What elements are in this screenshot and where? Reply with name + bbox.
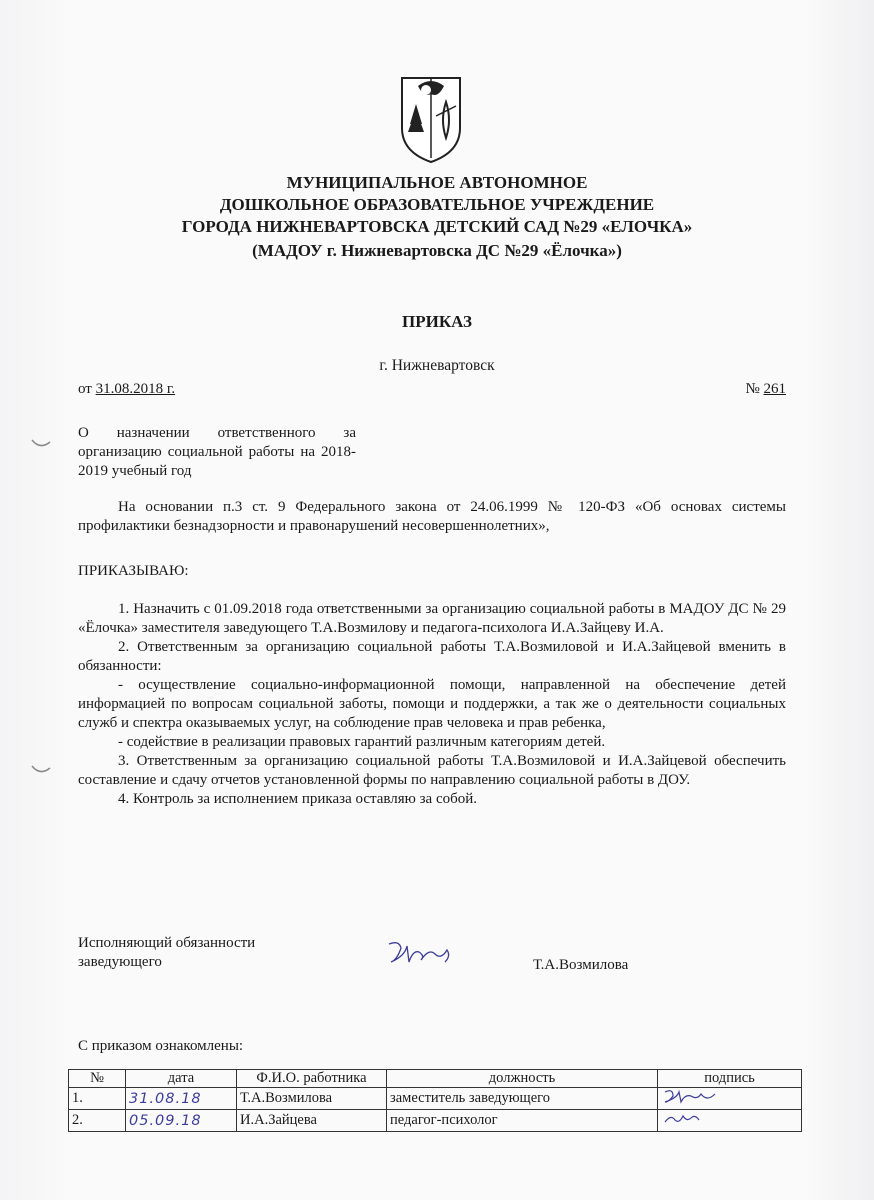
date-prefix: от bbox=[78, 381, 96, 397]
document-title: ПРИКАЗ bbox=[402, 312, 472, 331]
signatory-name: Т.А.Возмилова bbox=[533, 957, 629, 973]
row-num: 2. bbox=[69, 1110, 126, 1132]
order-items bbox=[78, 600, 786, 809]
signatory-role bbox=[78, 934, 255, 972]
order-item-3: 3. Ответственным за организацию социальной работы Т.А.Возмиловой и И.А.Зайцевой обеспечить составление и сдачу отчетов установленной формы по направлению социальной работы в ДОУ. bbox=[78, 753, 786, 788]
order-item-2b: - содействие в реализации правовых гарантий различным категориям детей. bbox=[118, 734, 606, 750]
table-row bbox=[69, 1088, 802, 1110]
document-date bbox=[78, 380, 175, 399]
row-name: И.А.Зайцева bbox=[237, 1110, 387, 1132]
document-city: г. Нижневартовск bbox=[379, 357, 495, 374]
city-coat-of-arms-icon bbox=[398, 76, 464, 164]
acknowledgement-table bbox=[68, 1069, 802, 1132]
date-value: 31.08.2018 г. bbox=[95, 381, 176, 397]
handwritten-signature bbox=[385, 938, 455, 968]
order-subject: О назначении ответственного за организацию социальной работы на 2018-2019 учебный год bbox=[78, 425, 356, 479]
row-signature bbox=[658, 1088, 802, 1110]
org-name-line-4: (МАДОУ г. Нижневартовска ДС №29 «Ёлочка») bbox=[252, 241, 622, 260]
document-number bbox=[745, 380, 786, 399]
order-basis: На основании п.3 ст. 9 Федерального закона от 24.06.1999 № 120-ФЗ «Об основах системы профилактики безнадзорности и правонарушений несовершеннолетних», bbox=[78, 499, 786, 534]
column-header-num: № bbox=[69, 1070, 126, 1088]
org-name-line-3: ГОРОДА НИЖНЕВАРТОВСКА ДЕТСКИЙ САД №29 «ЕЛОЧКА» bbox=[181, 217, 693, 236]
column-header-signature: подпись bbox=[658, 1070, 802, 1088]
org-name-line-2: ДОШКОЛЬНОЕ ОБРАЗОВАТЕЛЬНОЕ УЧРЕЖДЕНИЕ bbox=[219, 195, 655, 214]
punch-hole-mark-icon bbox=[30, 762, 52, 776]
order-item-2a: - осуществление социально-информационной помощи, направленной на обеспечение детей информацией по вопросам социальной заботы, помощи и поддержки, а так же о деятельности социальных служб и спектра оказываемых услуг, на соблюдение прав человека и прав ребенка, bbox=[78, 677, 786, 731]
column-header-date: дата bbox=[126, 1070, 237, 1088]
row-date: 31.08.18 bbox=[126, 1088, 237, 1110]
column-header-name: Ф.И.О. работника bbox=[237, 1070, 387, 1088]
row-position: заместитель заведующего bbox=[387, 1088, 658, 1110]
row-name: Т.А.Возмилова bbox=[237, 1088, 387, 1110]
row-num: 1. bbox=[69, 1088, 126, 1110]
order-item-4: 4. Контроль за исполнением приказа оставляю за собой. bbox=[118, 791, 478, 807]
signatory-role-line-1: Исполняющий обязанности bbox=[78, 935, 256, 951]
number-value: 261 bbox=[763, 381, 786, 397]
table-row bbox=[69, 1110, 802, 1132]
signatory-role-line-2: заведующего bbox=[78, 954, 162, 970]
number-prefix: № bbox=[745, 381, 764, 397]
order-item-1: 1. Назначить с 01.09.2018 года ответственными за организацию социальной работы в МАДОУ ДС № 29 «Ёлочка» заместителя заведующего Т.А.Возмилову и педагога-психолога И.А.Зайцеву И.А. bbox=[78, 601, 786, 636]
order-item-2: 2. Ответственным за организацию социальной работы Т.А.Возмиловой и И.А.Зайцевой вменить в обязанности: bbox=[78, 639, 786, 674]
acknowledgement-label: С приказом ознакомлены: bbox=[78, 1038, 244, 1054]
table-header-row bbox=[69, 1070, 802, 1088]
handwritten-signature bbox=[661, 1088, 721, 1104]
row-date: 05.09.18 bbox=[126, 1110, 237, 1132]
column-header-position: должность bbox=[387, 1070, 658, 1088]
row-signature bbox=[658, 1110, 802, 1132]
date-number-row bbox=[78, 380, 786, 400]
handwritten-signature bbox=[661, 1110, 721, 1126]
order-word: ПРИКАЗЫВАЮ: bbox=[78, 563, 189, 579]
org-name-line-1: МУНИЦИПАЛЬНОЕ АВТОНОМНОЕ bbox=[286, 173, 588, 192]
row-position: педагог-психолог bbox=[387, 1110, 658, 1132]
punch-hole-mark-icon bbox=[30, 436, 52, 450]
